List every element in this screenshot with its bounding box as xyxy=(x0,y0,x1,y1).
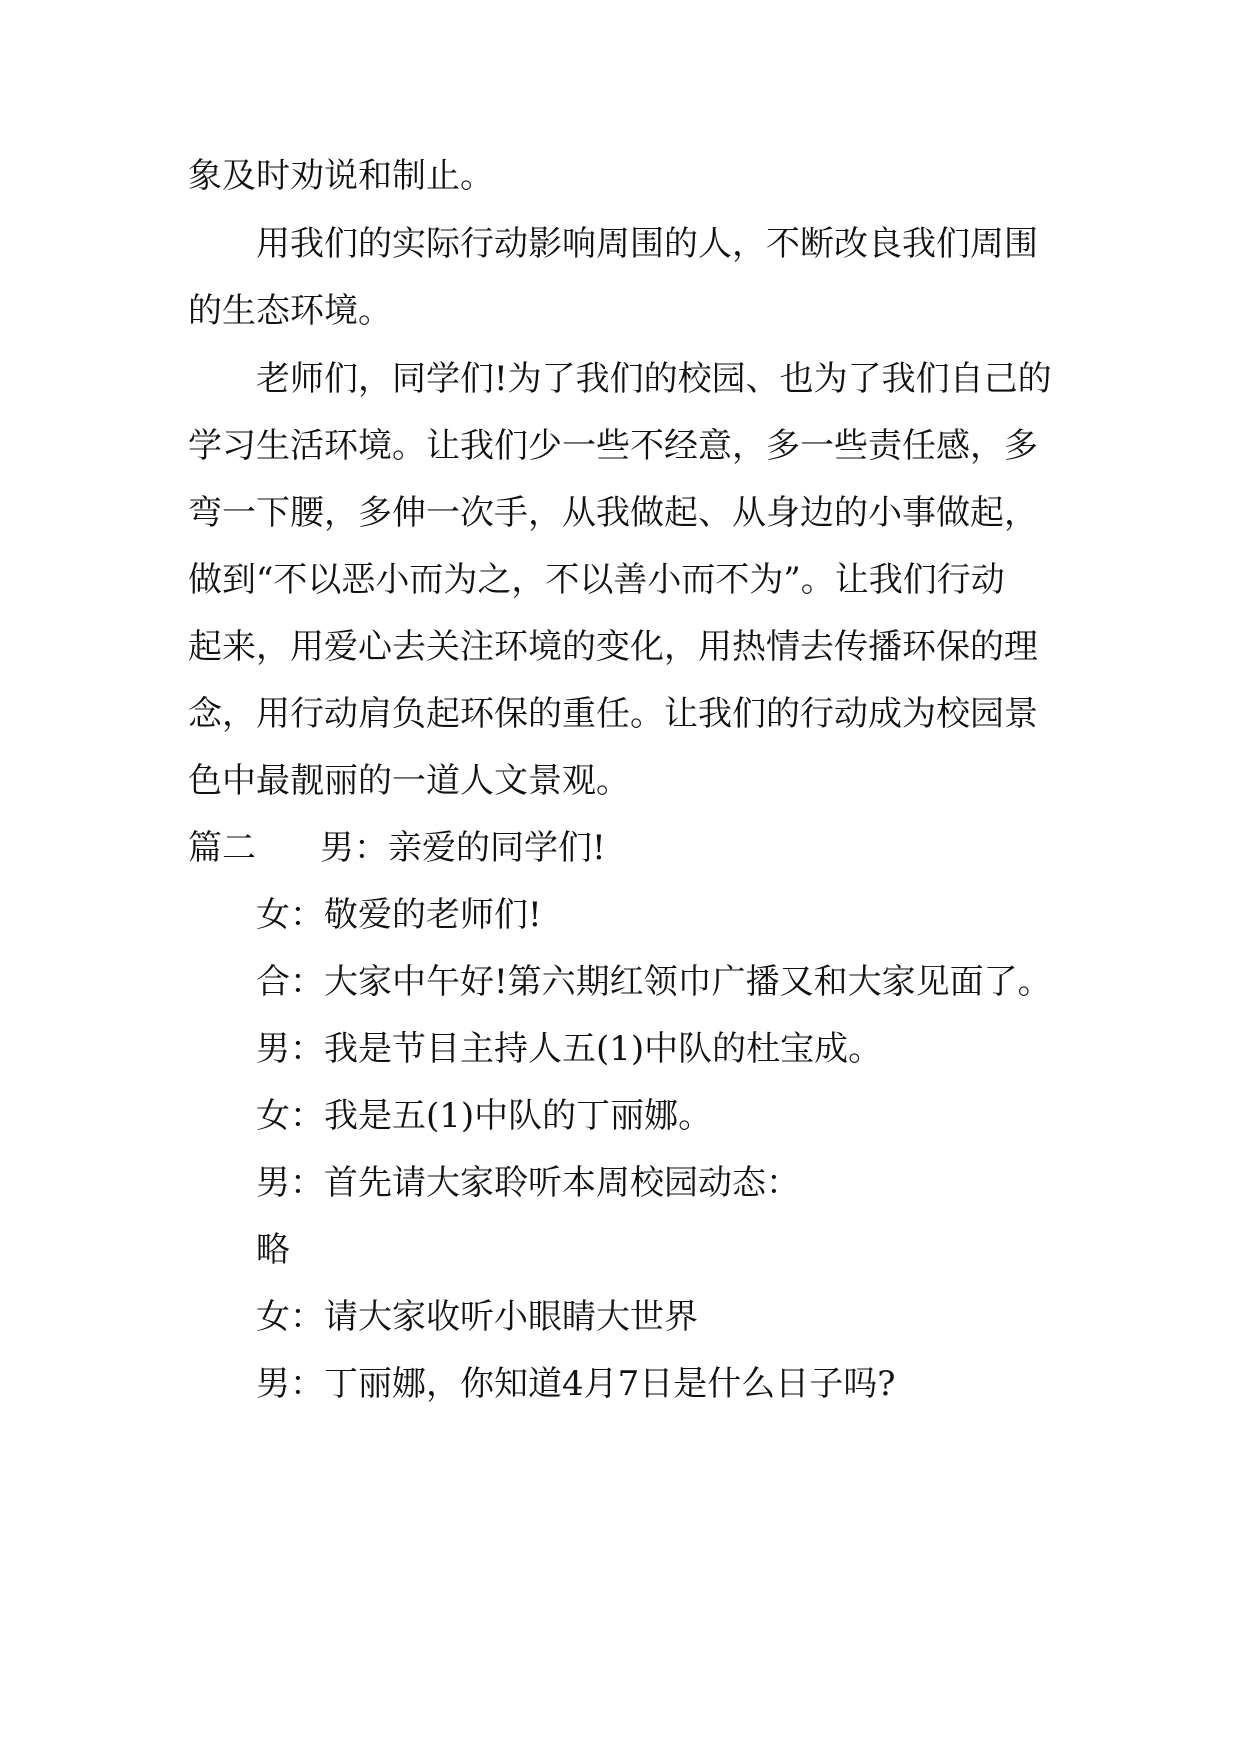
dialogue-line: 略 xyxy=(256,1230,290,1270)
paragraph-line: 老师们，同学们!为了我们的校园、也为了我们自己的 xyxy=(256,359,1052,399)
section-label: 篇二 xyxy=(188,828,256,868)
paragraph-line: 弯一下腰，多伸一次手，从我做起、从身边的小事做起， xyxy=(188,493,1038,533)
paragraph-line: 念，用行动肩负起环保的重任。让我们的行动成为校园景 xyxy=(188,694,1038,734)
dialogue-line: 合：大家中午好!第六期红领巾广播又和大家见面了。 xyxy=(256,962,1052,1002)
dialogue-line: 男：首先请大家聆听本周校园动态： xyxy=(256,1163,800,1203)
paragraph-line: 学习生活环境。让我们少一些不经意，多一些责任感，多 xyxy=(188,426,1038,466)
dialogue-line: 女：敬爱的老师们! xyxy=(256,895,542,935)
dialogue-line: 女：我是五(1)中队的丁丽娜。 xyxy=(256,1096,713,1136)
paragraph-line: 做到“不以恶小而为之，不以善小而不为”。让我们行动 xyxy=(188,560,1005,600)
dialogue-line: 男：丁丽娜，你知道4月7日是什么日子吗? xyxy=(256,1364,896,1404)
paragraph-line: 起来，用爱心去关注环境的变化，用热情去传播环保的理 xyxy=(188,627,1038,667)
dialogue-line: 男：我是节目主持人五(1)中队的杜宝成。 xyxy=(256,1029,883,1069)
paragraph-line: 的生态环境。 xyxy=(188,291,392,331)
paragraph-line: 用我们的实际行动影响周围的人，不断改良我们周围 xyxy=(256,224,1038,264)
dialogue-line: 女：请大家收听小眼睛大世界 xyxy=(256,1297,698,1337)
paragraph-line: 色中最靓丽的一道人文景观。 xyxy=(188,761,630,801)
paragraph-line: 象及时劝说和制止。 xyxy=(188,156,494,196)
dialogue-line: 男：亲爱的同学们! xyxy=(320,828,606,868)
